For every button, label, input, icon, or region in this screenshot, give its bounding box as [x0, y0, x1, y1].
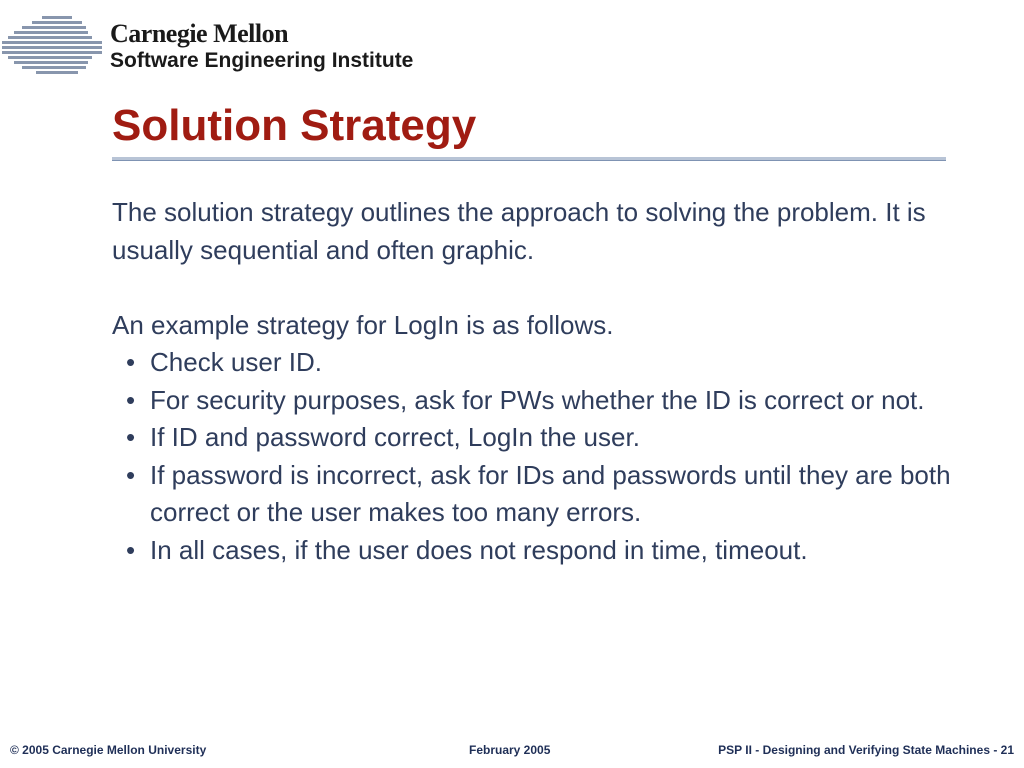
paragraph-spacer [112, 269, 952, 307]
sei-striped-logo-icon [2, 16, 104, 76]
intro-paragraph: The solution strategy outlines the approach to solving the problem. It is usually sequential and often graphic. [112, 197, 926, 265]
logo-institute-name: Software Engineering Institute [110, 49, 414, 72]
bullet-dot-icon: • [126, 459, 136, 490]
logo-university-name: Carnegie Mellon [110, 19, 289, 48]
title-divider [112, 157, 946, 161]
footer-page-title: PSP II - Designing and Verifying State Machines - 21 [718, 743, 1014, 757]
slide-title: Solution Strategy [112, 101, 477, 150]
bullet-dot-icon: • [126, 347, 136, 377]
bullet-text: For security purposes, ask for PWs whether the ID is correct or not. [150, 384, 925, 415]
bullet-dot-icon: • [126, 422, 136, 452]
sei-logo [0, 14, 460, 80]
bullet-item [112, 419, 952, 457]
bullet-dot-icon: • [126, 384, 136, 415]
bullet-item [112, 344, 952, 382]
slide-body [112, 194, 952, 569]
bullet-item [112, 457, 952, 532]
bullet-dot-icon: • [126, 534, 136, 565]
bullet-item [112, 382, 952, 420]
bullet-text: Check user ID. [150, 347, 322, 377]
slide-footer [0, 740, 1024, 760]
footer-copyright: © 2005 Carnegie Mellon University [10, 743, 207, 757]
strategy-bullet-list [112, 344, 952, 569]
bullet-item [112, 532, 952, 570]
logo-wordmark [110, 20, 413, 74]
footer-date: February 2005 [469, 743, 551, 757]
bullet-text: If password is incorrect, ask for IDs and passwords until they are both correct or the user makes too many errors. [150, 459, 951, 527]
bullet-text: If ID and password correct, LogIn the user. [150, 422, 640, 452]
example-heading: An example strategy for LogIn is as follows. [112, 309, 614, 340]
bullet-text: In all cases, if the user does not respond in time, timeout. [150, 534, 808, 565]
